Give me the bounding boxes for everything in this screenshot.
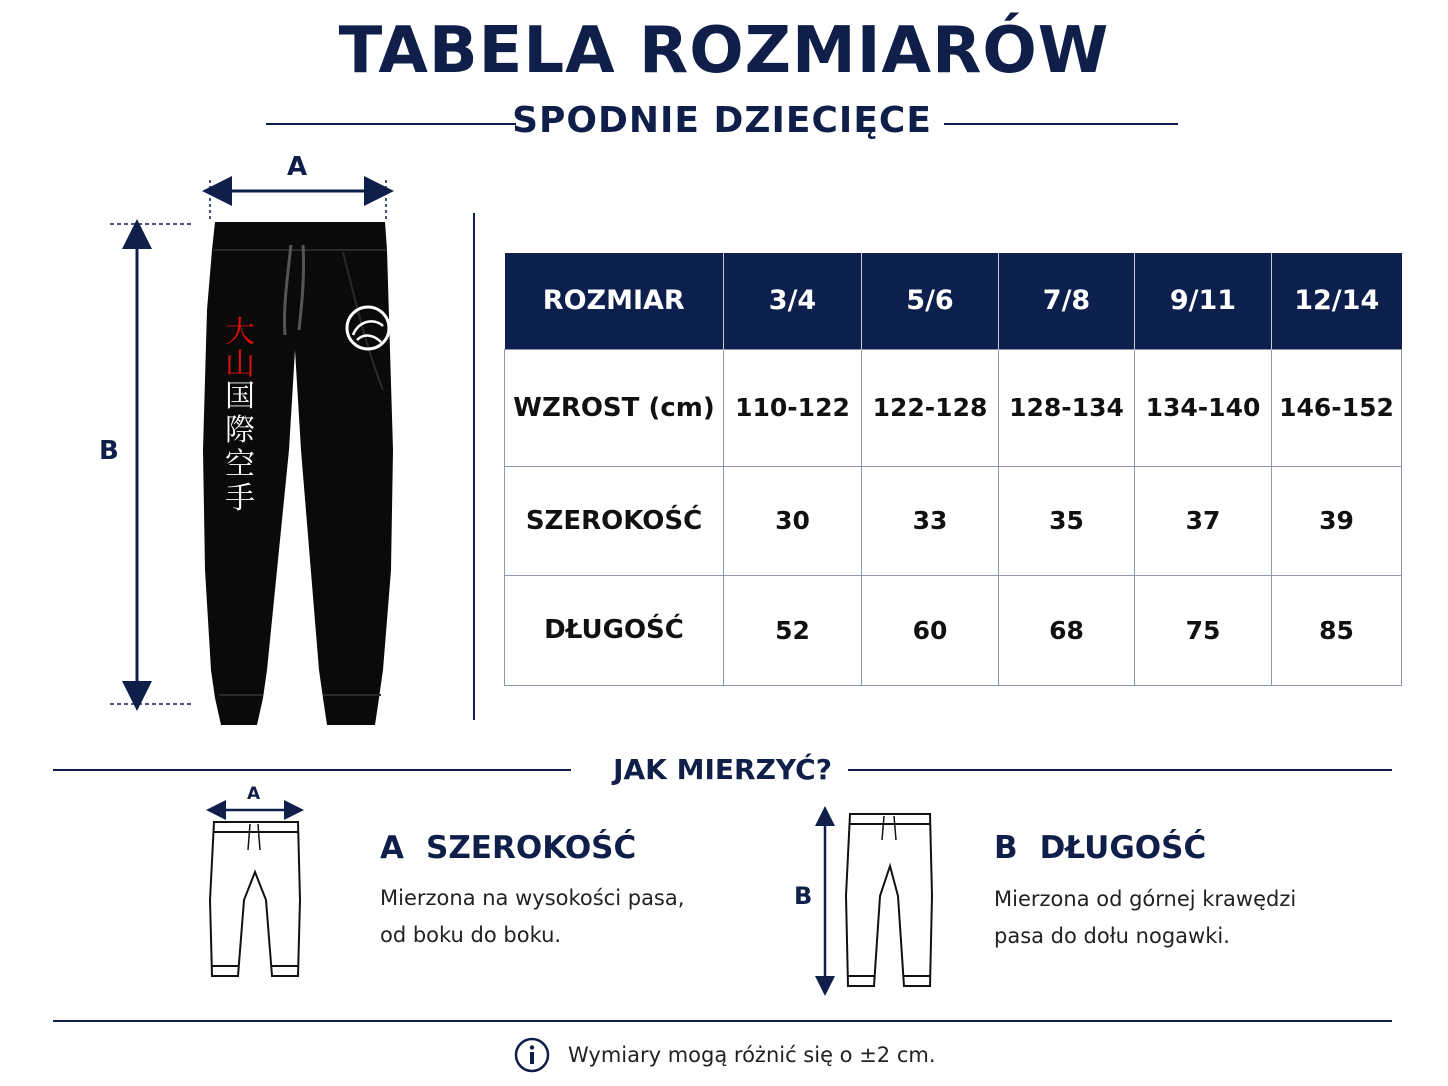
table-cell: 146-152 <box>1272 349 1402 466</box>
row-label: WZROST (cm) <box>505 349 724 466</box>
measure-b-text-line1: Mierzona od górnej krawędzi <box>994 887 1297 911</box>
how-to-divider-right <box>848 769 1392 771</box>
measure-a-description <box>380 880 720 954</box>
table-cell: 128-134 <box>999 349 1135 466</box>
table-cell: 37 <box>1135 466 1272 575</box>
table-cell: 68 <box>999 575 1135 685</box>
header-size-9-11: 9/11 <box>1135 253 1272 349</box>
measure-b-text-line2: pasa do dołu nogawki. <box>994 924 1230 948</box>
pants-outline-width-icon <box>200 780 310 1000</box>
kanji-red-2: 山 <box>225 347 255 382</box>
table-header-row <box>505 253 1402 349</box>
table-cell: 33 <box>862 466 999 575</box>
measure-b-description <box>994 881 1334 955</box>
measure-b-letter: B <box>994 830 1018 866</box>
outline-label-b: B <box>794 882 813 910</box>
page-title: TABELA ROZMIARÓW <box>338 14 1110 88</box>
table-cell: 39 <box>1272 466 1402 575</box>
dimension-label-b: B <box>99 436 119 466</box>
pants-outline-width <box>200 780 310 1000</box>
table-cell: 122-128 <box>862 349 999 466</box>
table-row-width <box>505 466 1402 575</box>
kanji-white-4: 手 <box>225 481 255 516</box>
table-cell: 75 <box>1135 575 1272 685</box>
measure-a-heading <box>380 830 636 866</box>
vertical-divider <box>473 213 475 720</box>
table-cell: 30 <box>724 466 862 575</box>
info-icon <box>514 1037 550 1073</box>
footer-note-text: Wymiary mogą różnić się o ±2 cm. <box>568 1043 936 1067</box>
pants-outline-length <box>780 806 940 996</box>
outline-label-a: A <box>247 784 261 804</box>
pants-figure <box>95 150 405 730</box>
footer-note <box>514 1037 936 1073</box>
page-subtitle: SPODNIE DZIECIĘCE <box>512 100 932 141</box>
table-cell: 35 <box>999 466 1135 575</box>
pants-illustration <box>95 150 405 730</box>
header-size-5-6: 5/6 <box>862 253 999 349</box>
header-size-3-4: 3/4 <box>724 253 862 349</box>
footer-divider <box>53 1020 1392 1022</box>
how-to-measure-title: JAK MIERZYĆ? <box>613 753 832 786</box>
table-cell: 85 <box>1272 575 1402 685</box>
kanji-white-1: 国 <box>225 379 255 414</box>
table-row-length <box>505 575 1402 685</box>
measure-a-letter: A <box>380 830 404 866</box>
header-size-7-8: 7/8 <box>999 253 1135 349</box>
table-cell: 134-140 <box>1135 349 1272 466</box>
dimension-label-a: A <box>287 152 308 182</box>
size-table <box>504 253 1402 686</box>
table-cell: 60 <box>862 575 999 685</box>
subtitle-divider-right <box>944 123 1178 125</box>
table-cell: 52 <box>724 575 862 685</box>
measure-a-text-line2: od boku do boku. <box>380 923 562 947</box>
header-size-12-14: 12/14 <box>1272 253 1402 349</box>
measure-b-name: DŁUGOŚĆ <box>1039 830 1207 866</box>
measure-a-name: SZEROKOŚĆ <box>426 830 637 866</box>
kanji-red-1: 大 <box>225 315 255 350</box>
header-size-label: ROZMIAR <box>505 253 724 349</box>
measure-b-heading <box>994 830 1206 866</box>
table-row-height <box>505 349 1402 466</box>
row-label: DŁUGOŚĆ <box>505 575 724 685</box>
table-cell: 110-122 <box>724 349 862 466</box>
row-label: SZEROKOŚĆ <box>505 466 724 575</box>
measure-a-text-line1: Mierzona na wysokości pasa, <box>380 886 685 910</box>
kanji-white-2: 際 <box>225 413 255 448</box>
subtitle-row <box>266 100 1178 150</box>
kanji-white-3: 空 <box>225 447 255 482</box>
